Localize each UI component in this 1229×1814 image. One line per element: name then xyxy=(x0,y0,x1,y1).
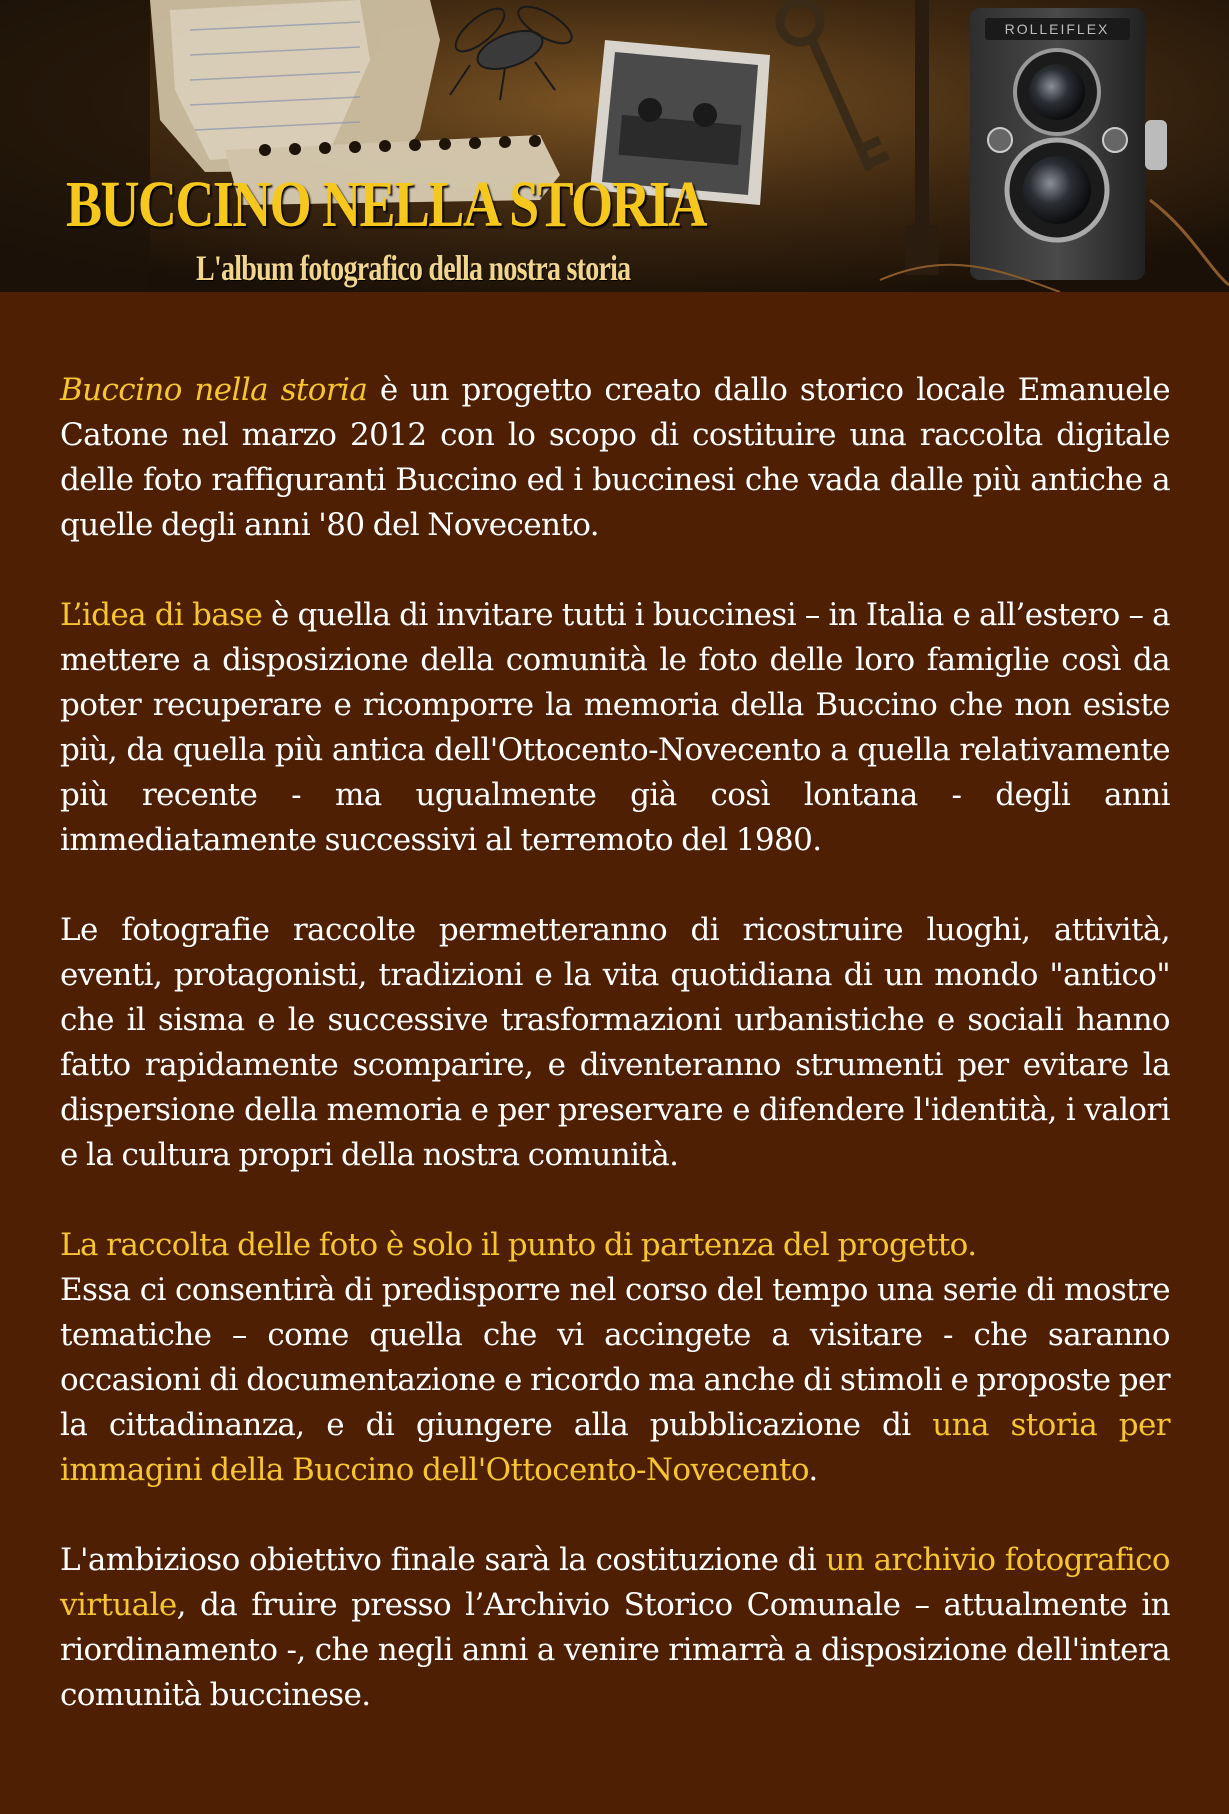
idea-highlight: L’idea di base xyxy=(60,597,263,633)
paragraph-archive-text-after: , da fruire presso l’Archivio Storico Comunale – attualmente in riordinamento -, che negli anni a venire rimarrà a disposizione dell'intera comunità buccinese. xyxy=(60,1587,1170,1713)
banner-subtitle: L'album fotografico della nostra storia xyxy=(196,248,631,288)
project-name-highlight: Buccino nella storia xyxy=(60,372,368,408)
paragraph-lead xyxy=(60,1223,1170,1268)
archive-highlight: un archivio fotografico virtuale xyxy=(60,1542,1170,1623)
paragraph-archive xyxy=(60,1538,1170,1718)
lead-highlight: La raccolta delle foto è solo il punto di partenza del progetto. xyxy=(60,1227,977,1263)
publication-highlight: una storia per immagini della Buccino dell'Ottocento-Novecento xyxy=(60,1407,1170,1488)
main-content xyxy=(60,368,1170,1763)
paragraph-intro-text: è un progetto creato dallo storico locale Emanuele Catone nel marzo 2012 con lo scopo di costituire una raccolta digitale delle foto raffiguranti Buccino ed i buccinesi che vada dalle più antiche a quelle degli anni '80 del Novecento. xyxy=(60,372,1170,543)
paragraph-idea xyxy=(60,593,1170,863)
paragraph-idea-text: è quella di invitare tutti i buccinesi – in Italia e all’estero – a mettere a disposizione della comunità le foto delle loro famiglie così da poter recuperare e ricomporre la memoria della Buccino che non esiste più, da quella più antica dell'Ottocento-Novecento a quella relativamente più recente - ma ugualmente già così lontana - degli anni immediatamente successivi al terremoto del 1980. xyxy=(60,597,1171,858)
paragraph-photos xyxy=(60,908,1170,1178)
paragraph-exhibitions-end: . xyxy=(808,1452,818,1488)
banner-title: BUCCINO NELLA STORIA xyxy=(66,168,706,241)
paragraph-archive-text-before: L'ambizioso obiettivo finale sarà la costituzione di xyxy=(60,1542,826,1578)
paragraph-exhibitions-text: Essa ci consentirà di predisporre nel corso del tempo una serie di mostre tematiche – come quella che vi accingete a visitare - che saranno occasioni di documentazione e ricordo ma anche di stimoli e proposte per la cittadinanza, e di giungere alla pubblicazione di xyxy=(60,1272,1170,1443)
paragraph-exhibitions xyxy=(60,1268,1170,1493)
camera xyxy=(970,8,1167,280)
svg-text:ROLLEIFLEX: ROLLEIFLEX xyxy=(1004,21,1110,37)
paragraph-intro xyxy=(60,368,1170,548)
header-banner xyxy=(0,0,1229,292)
paragraph-photos-text: Le fotografie raccolte permetteranno di ricostruire luoghi, attività, eventi, protagonisti, tradizioni e la vita quotidiana di un mondo "antico" che il sisma e le successive trasformazioni urbanistiche e sociali hanno fatto rapidamente scomparire, e diventeranno strumenti per evitare la dispersione della memoria e per preservare e difendere l'identità, i valori e la cultura propri della nostra comunità. xyxy=(60,912,1170,1173)
